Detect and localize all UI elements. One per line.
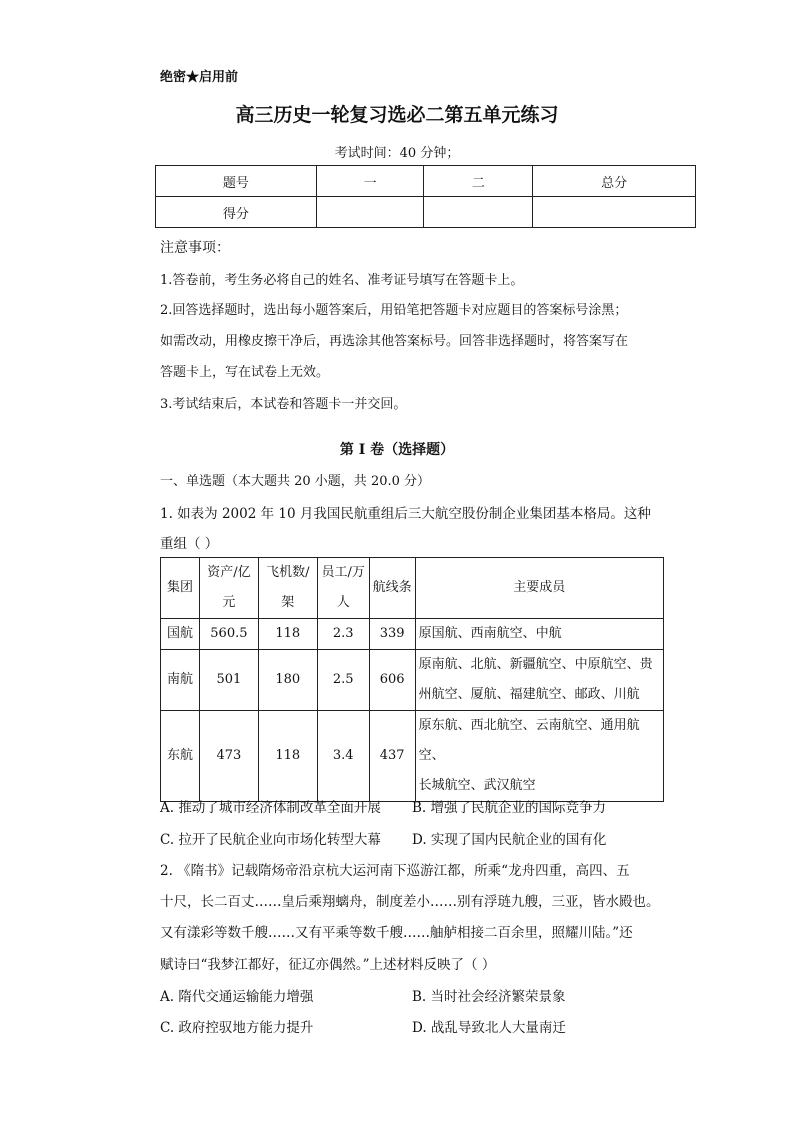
score-table-header-row <box>156 166 696 197</box>
score-input-cell[interactable] <box>316 197 424 228</box>
airline-table-row <box>161 711 664 802</box>
assets-cell: 501 <box>199 650 258 711</box>
score-input-cell[interactable] <box>533 197 696 228</box>
notes-line: 3.考试结束后，本试卷和答题卡一并交回。 <box>160 397 407 412</box>
q1-option-a[interactable]: A. 推动了城市经济体制改革全面开展 <box>160 800 381 816</box>
score-header-cell: 一 <box>316 166 424 197</box>
score-header-cell: 二 <box>424 166 533 197</box>
airline-header-cell: 资产/亿 元 <box>199 558 258 619</box>
score-row-label: 得分 <box>156 197 317 228</box>
q1-option-d[interactable]: D. 实现了国内民航企业的国有化 <box>412 832 607 848</box>
airline-table-header-row <box>161 558 664 619</box>
routes-cell: 437 <box>369 711 415 802</box>
q2-stem-line: 赋诗曰“我梦江都好，征辽亦偶然。”上述材料反映了（ ） <box>160 957 496 973</box>
routes-cell: 339 <box>369 619 415 650</box>
notes-line: 如需改动，用橡皮擦干净后，再选涂其他答案标号。回答非选择题时，将答案写在 <box>160 334 629 349</box>
score-table-row <box>156 197 696 228</box>
notes-line: 答题卡上，写在试卷上无效。 <box>160 365 330 380</box>
members-cell: 原国航、西南航空、中航 <box>415 619 663 650</box>
q1-stem-line: 1. 如表为 2002 年 10 月我国民航重组后三大航空股份制企业集团基本格局。这种 <box>160 506 651 522</box>
section-title: 第 I 卷（选择题） <box>339 442 455 458</box>
notes-title: 注意事项： <box>160 240 230 256</box>
staff-cell: 2.3 <box>317 619 369 650</box>
secret-label: 绝密★启用前 <box>160 70 239 85</box>
airline-header-cell: 航线条 <box>369 558 415 619</box>
score-header-cell: 总分 <box>533 166 696 197</box>
members-cell: 原南航、北航、新疆航空、中原航空、贵 州航空、厦航、福建航空、邮政、川航 <box>415 650 663 711</box>
assets-cell: 473 <box>199 711 258 802</box>
q2-stem-line: 2. 《隋书》记载隋炀帝沿京杭大运河南下巡游江都，所乘“龙舟四重，高四、五 <box>160 863 630 879</box>
section-subtitle: 一、单选题（本大题共 20 小题，共 20.0 分） <box>160 474 431 489</box>
airline-table-row <box>161 650 664 711</box>
exam-time: 考试时间：40 分钟； <box>334 146 460 161</box>
members-cell: 原东航、西北航空、云南航空、通用航空、 长城航空、武汉航空 <box>415 711 663 802</box>
group-cell: 国航 <box>161 619 200 650</box>
score-header-cell: 题号 <box>156 166 317 197</box>
planes-cell: 118 <box>258 619 317 650</box>
q1-option-b[interactable]: B. 增强了民航企业的国际竞争力 <box>412 800 607 816</box>
q2-stem-line: 十尺，长二百丈……皇后乘翔螭舟，制度差小……别有浮琏九艘，三亚，皆水殿也。 <box>160 894 660 910</box>
q2-option-b[interactable]: B. 当时社会经济繁荣景象 <box>412 989 566 1005</box>
airline-header-cell: 飞机数/ 架 <box>258 558 317 619</box>
notes-line: 1.答卷前，考生务必将自己的姓名、准考证号填写在答题卡上。 <box>160 273 524 288</box>
q2-stem-line: 又有漾彩等数千艘……又有平乘等数千艘……舳舻相接二百余里，照耀川陆。”还 <box>160 925 633 941</box>
airline-table-row <box>161 619 664 650</box>
planes-cell: 118 <box>258 711 317 802</box>
routes-cell: 606 <box>369 650 415 711</box>
score-table <box>155 165 696 228</box>
q1-option-c[interactable]: C. 拉开了民航企业向市场化转型大幕 <box>160 832 381 848</box>
assets-cell: 560.5 <box>199 619 258 650</box>
q1-stem-line: 重组（ ） <box>160 536 219 552</box>
airline-header-cell: 员工/万 人 <box>317 558 369 619</box>
notes-line: 2.回答选择题时，选出每小题答案后，用铅笔把答题卡对应题目的答案标号涂黑； <box>160 303 628 318</box>
airline-table <box>160 557 664 802</box>
page-title: 高三历史一轮复习选必二第五单元练习 <box>235 104 559 126</box>
airline-header-cell: 主要成员 <box>415 558 663 619</box>
q2-option-c[interactable]: C. 政府控驭地方能力提升 <box>160 1020 314 1036</box>
staff-cell: 2.5 <box>317 650 369 711</box>
score-input-cell[interactable] <box>424 197 533 228</box>
group-cell: 东航 <box>161 711 200 802</box>
airline-header-cell: 集团 <box>161 558 200 619</box>
group-cell: 南航 <box>161 650 200 711</box>
q2-option-d[interactable]: D. 战乱导致北人大量南迁 <box>412 1020 566 1036</box>
staff-cell: 3.4 <box>317 711 369 802</box>
q2-option-a[interactable]: A. 隋代交通运输能力增强 <box>160 989 314 1005</box>
planes-cell: 180 <box>258 650 317 711</box>
